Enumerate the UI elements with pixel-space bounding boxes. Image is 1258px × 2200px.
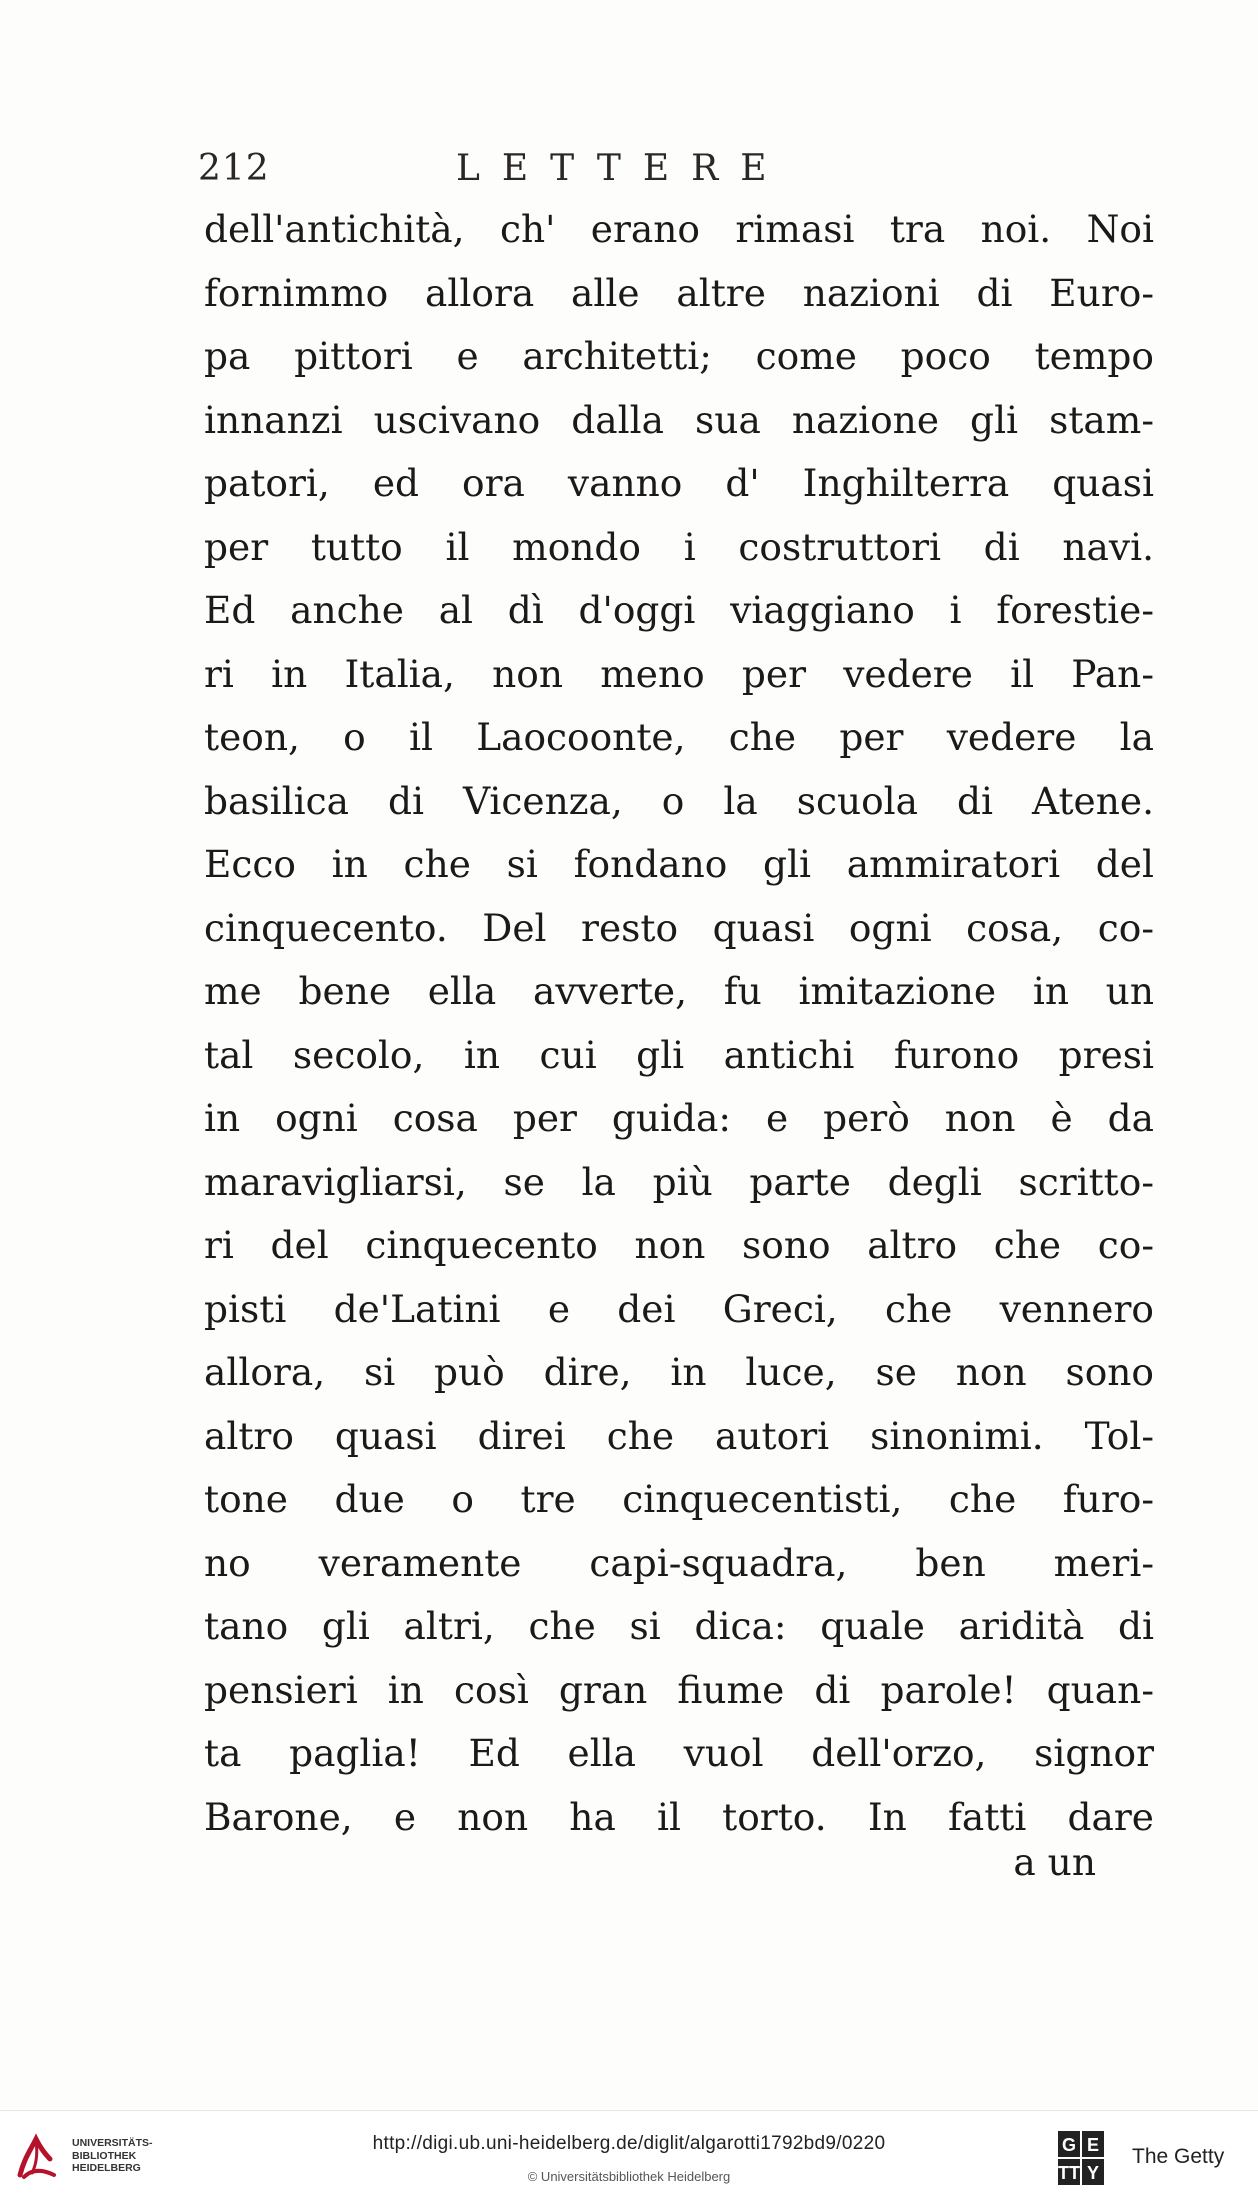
svg-text:TT: TT	[1058, 2163, 1080, 2183]
svg-text:E: E	[1086, 2135, 1100, 2155]
text-line: pa pittori e architetti; come poco tempo	[204, 334, 1154, 378]
text-line: teon, o il Laocoonte, che per vedere la	[204, 715, 1154, 759]
text-line: no veramente capi-squadra, ben meri-	[204, 1540, 1154, 1585]
text-line: tano gli altri, che si dica: quale aridità di	[204, 1604, 1154, 1648]
text-line: Ed anche al dì d'oggi viaggiano i forestie-	[204, 588, 1154, 632]
text-line: basilica di Vicenza, o la scuola di Atene.	[204, 778, 1154, 823]
ub-logo-line: BIBLIOTHEK	[72, 2149, 137, 2162]
ub-logo-line: HEIDELBERG	[72, 2162, 141, 2174]
copyright-notice: © Universitätsbibliothek Heidelberg	[527, 2169, 731, 2184]
text-line: tal secolo, in cui gli antichi furono presi	[204, 1032, 1154, 1077]
ub-logo-line: UNIVERSITÄTS-	[72, 2137, 153, 2149]
svg-text:Y: Y	[1086, 2163, 1100, 2183]
text-line: Barone, e non ha il torto. In fatti dare	[204, 1794, 1154, 1839]
text-line: ta paglia! Ed ella vuol dell'orzo, signor	[204, 1731, 1154, 1775]
text-line: patori, ed ora vanno d' Inghilterra quasi	[204, 461, 1154, 505]
svg-text:G: G	[1061, 2135, 1077, 2155]
text-line: cinquecento. Del resto quasi ogni cosa, co-	[204, 905, 1154, 950]
permalink-url[interactable]: http://digi.ub.uni-heidelberg.de/diglit/algarotti1792bd9/0220	[372, 2133, 886, 2154]
text-line: dell'antichità, ch' erano rimasi tra noi. Noi	[204, 207, 1154, 251]
text-line: tone due o tre cinquecentisti, che furo-	[204, 1477, 1154, 1521]
running-head: LETTERE	[456, 148, 789, 189]
text-line: pisti de'Latini e dei Greci, che vennero	[204, 1286, 1154, 1331]
text-line: per tutto il mondo i costruttori di navi.	[204, 524, 1154, 569]
text-line: me bene ella avverte, fu imitazione in un	[204, 969, 1154, 1013]
text-line: ri in Italia, non meno per vedere il Pan-	[204, 651, 1154, 696]
text-line: altro quasi direi che autori sinonimi. Tol-	[204, 1413, 1154, 1458]
getty-label: The Getty	[1132, 2145, 1225, 2168]
text-line: pensieri in così gran fiume di parole! quan-	[204, 1667, 1154, 1712]
getty-logo[interactable]	[1056, 2121, 1256, 2191]
text-line: fornimmo allora alle altre nazioni di Euro-	[204, 270, 1154, 315]
text-line: allora, si può dire, in luce, se non sono	[204, 1350, 1154, 1394]
page-header	[198, 148, 1158, 198]
text-line: Ecco in che si fondano gli ammiratori del	[204, 842, 1154, 886]
body-text	[204, 198, 1154, 1849]
page-number: 212	[198, 148, 270, 189]
catchword: a un	[1013, 1840, 1096, 1884]
text-line: maravigliarsi, se la più parte degli scritto-	[204, 1159, 1154, 1204]
getty-mark-icon	[1056, 2129, 1106, 2187]
text-line: in ogni cosa per guida: e però non è da	[204, 1096, 1154, 1140]
text-line: ri del cinquecento non sono altro che co-	[204, 1223, 1154, 1267]
viewer-footer	[0, 2110, 1258, 2200]
text-line: innanzi uscivano dalla sua nazione gli stam-	[204, 397, 1154, 442]
